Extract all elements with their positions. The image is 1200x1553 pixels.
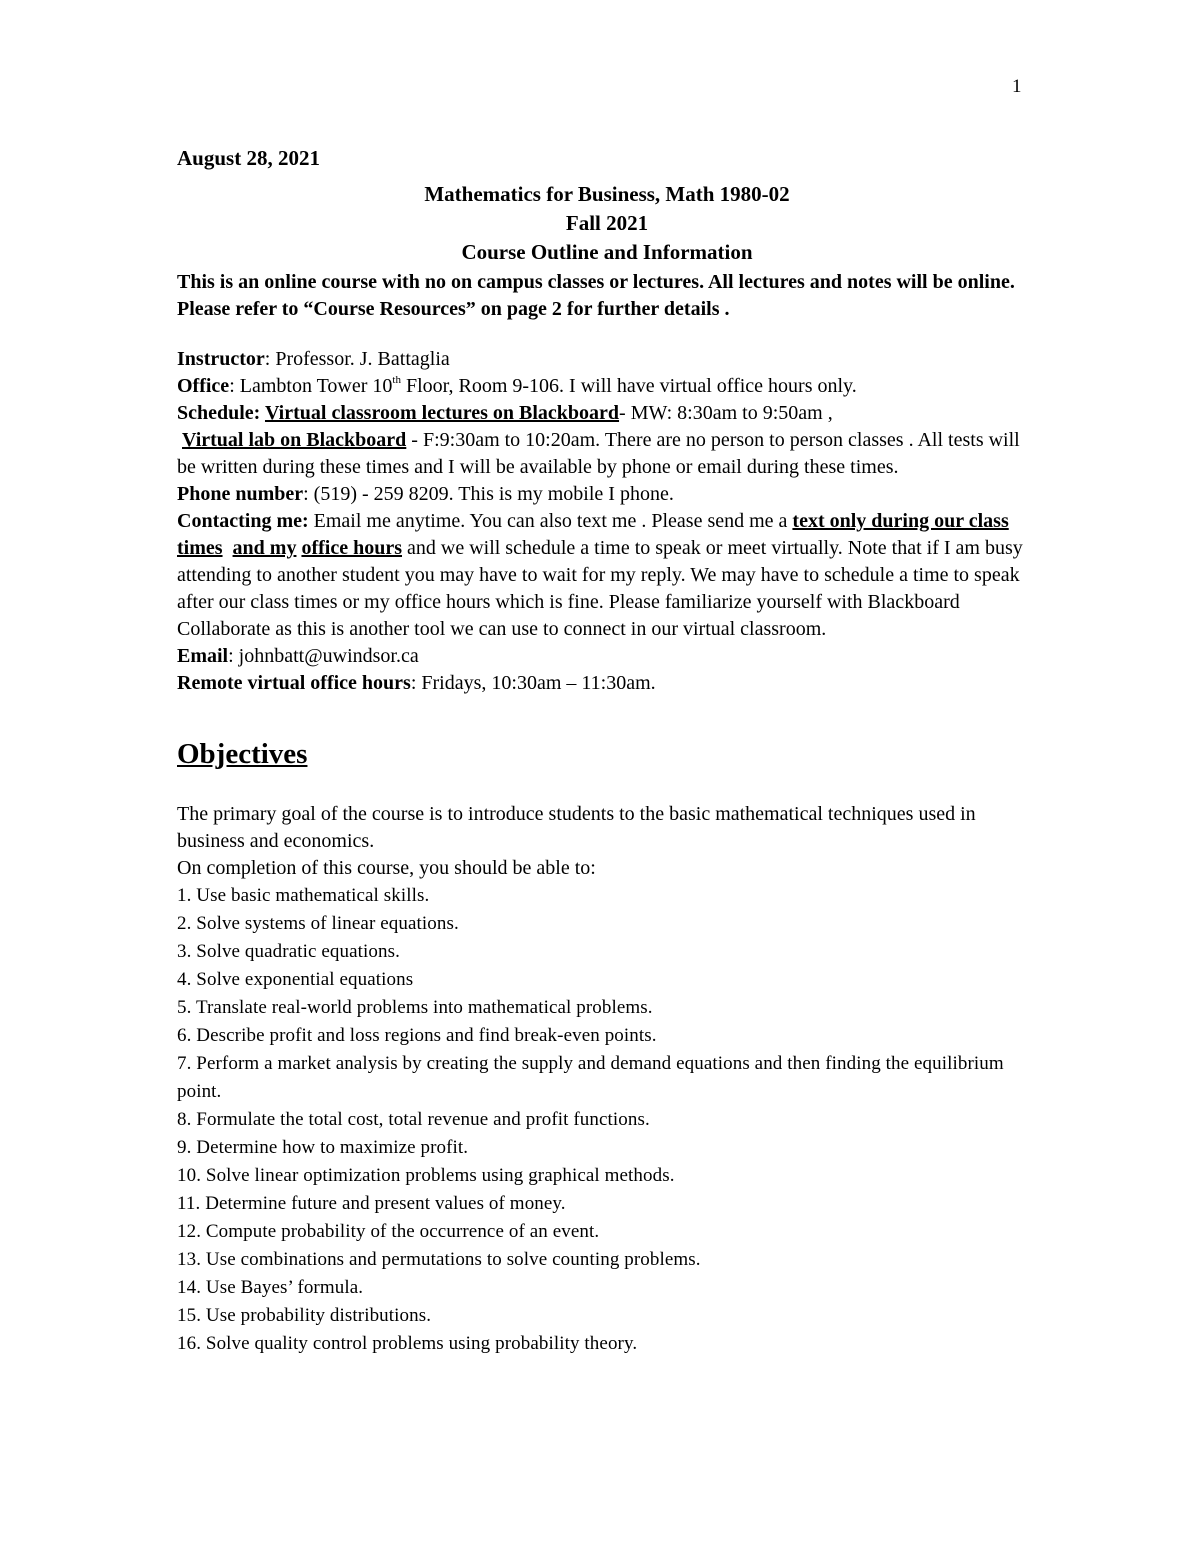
email-value[interactable]: : johnbatt@uwindsor.ca (228, 645, 419, 667)
objective-item: 11. Determine future and present values of money. (177, 1193, 566, 1214)
schedule-lab-link[interactable]: Virtual lab on Blackboard (182, 429, 407, 451)
objective-item: 6. Describe profit and loss regions and find break-even points. (177, 1025, 657, 1046)
objective-item: 13. Use combinations and permutations to solve counting problems. (177, 1249, 701, 1270)
contact-label: Contacting me: (177, 510, 309, 532)
contact-gap (223, 537, 233, 559)
objective-item: 7. Perform a market analysis by creating the supply and demand equations and then finding the equilibrium point. (177, 1053, 1004, 1102)
objectives-heading: Objectives (177, 738, 308, 770)
objective-item: 15. Use probability distributions. (177, 1305, 432, 1326)
instructor-label: Instructor (177, 348, 265, 370)
schedule-lecture-time: - MW: 8:30am to 9:50am , (619, 402, 833, 424)
office-hours-label: Remote virtual office hours (177, 672, 411, 694)
objective-item: 14. Use Bayes’ formula. (177, 1277, 364, 1298)
office-value-b: Floor, Room 9-106. I will have virtual office hours only. (400, 375, 857, 397)
contact-text-a: Email me anytime. You can also text me . Please send me a (308, 510, 793, 532)
office-label: Office (177, 375, 230, 397)
schedule-label: Schedule: (177, 402, 265, 424)
contact-line (177, 508, 1037, 643)
course-title: Mathematics for Business, Math 1980-02 (424, 182, 790, 206)
contact-office-hours: office hours (301, 537, 402, 559)
instructor-value: : Professor. J. Battaglia (264, 348, 450, 370)
office-value-a: : Lambton Tower 10 (229, 375, 393, 397)
objectives-lead: On completion of this course, you should be able to: (177, 857, 596, 879)
term: Fall 2021 (565, 211, 649, 235)
document-title: Course Outline and Information (461, 240, 753, 264)
instructor-line (177, 346, 1037, 373)
objective-item: 10. Solve linear optimization problems using graphical methods. (177, 1165, 675, 1186)
office-line (177, 373, 1037, 400)
schedule-lab-time: - F:9:30am to 10:20am. There are no person to person classes . All tests will be written during these times and I will be available by phone or email during these times. (177, 429, 1020, 478)
contact-info (177, 346, 1037, 697)
objectives-intro: The primary goal of the course is to introduce students to the basic mathematical techniques used in business and economics. (177, 803, 976, 852)
contact-text-b: and we will schedule a time to speak or meet virtually. Note that if I am busy attending to another student you may have to wait for my reply. We may have to schedule a time to speak after our class times or my office hours which is fine. Please familiarize yourself with Blackboard Collaborate as this is another tool we can use to connect in our virtual classroom. (177, 537, 1023, 640)
objective-item: 9. Determine how to maximize profit. (177, 1137, 469, 1158)
objective-item: 3. Solve quadratic equations. (177, 941, 400, 962)
contact-and-my: and my (232, 537, 297, 559)
online-notice: This is an online course with no on campus classes or lectures. All lectures and notes will be online. Please refer to “Course Resources” on page 2 for further details . (177, 271, 1015, 320)
office-sup: th (392, 374, 401, 386)
phone-value: : (519) - 259 8209. This is my mobile I phone. (303, 483, 674, 505)
office-hours-line (177, 670, 1037, 697)
schedule-line (177, 400, 1037, 481)
objective-item: 8. Formulate the total cost, total revenue and profit functions. (177, 1109, 650, 1130)
phone-label: Phone number (177, 483, 304, 505)
document-date: August 28, 2021 (177, 146, 320, 170)
objective-item: 4. Solve exponential equations (177, 969, 414, 990)
office-hours-value: : Fridays, 10:30am – 11:30am. (410, 672, 656, 694)
email-line (177, 643, 1037, 670)
objectives-body (177, 801, 1037, 882)
objective-item: 16. Solve quality control problems using probability theory. (177, 1333, 638, 1354)
objective-item: 5. Translate real-world problems into mathematical problems. (177, 997, 653, 1018)
objective-item: 12. Compute probability of the occurrence of an event. (177, 1221, 600, 1242)
schedule-lecture-link[interactable]: Virtual classroom lectures on Blackboard (264, 402, 620, 424)
objective-item: 1. Use basic mathematical skills. (177, 885, 430, 906)
document-body (177, 144, 1037, 1358)
contact-text-only: text only during our class times (177, 510, 1009, 559)
email-label: Email (177, 645, 229, 667)
phone-line (177, 481, 1037, 508)
objectives-list (177, 882, 1037, 1358)
page-number: 1 (1012, 76, 1022, 97)
objective-item: 2. Solve systems of linear equations. (177, 913, 459, 934)
